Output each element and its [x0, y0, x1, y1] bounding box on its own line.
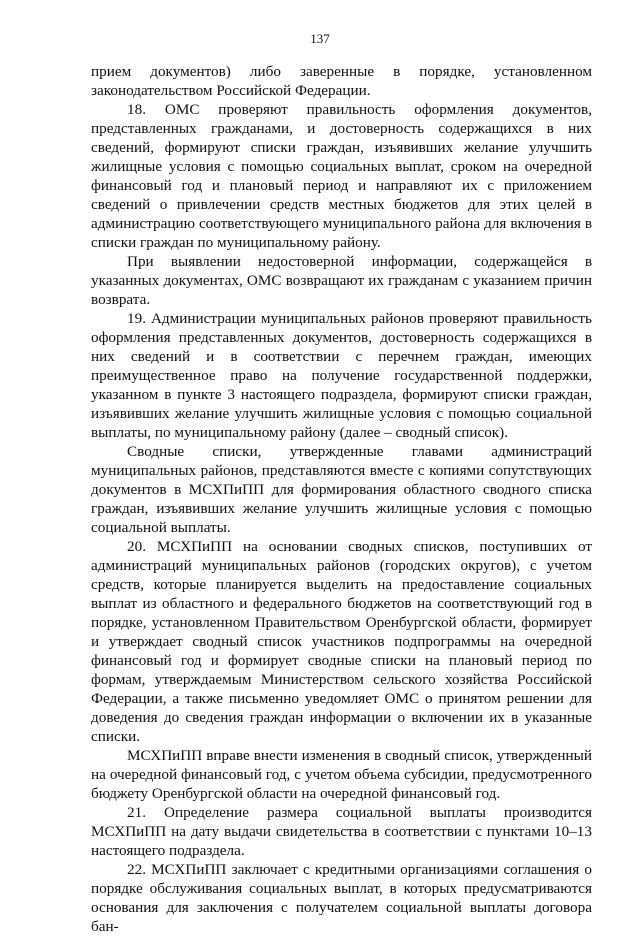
paragraph-invalid-information: При выявлении недостоверной информации, содержащейся в указанных документах, ОМС возвращают их гражданам с указанием причин возврата. — [91, 253, 592, 308]
paragraph-item-18: 18. ОМС проверяют правильность оформления документов, представленных гражданами, и достоверность содержащихся в них сведений, формируют списки граждан, изъявивших желание улучшить жилищные условия с помощью социальных выплат, сроком на очередной финансовый год и плановый период и направляют их с приложением сведений о привлечении средств местных бюджетов для этих целей в администрацию соответствующего муниципального района для включения в списки граждан по муниципальному району. — [91, 101, 592, 251]
page-number: 137 — [310, 31, 330, 46]
paragraph-item-21: 21. Определение размера социальной выплаты производится МСХПиПП на дату выдачи свидетельства в соответствии с пунктами 10–13 настоящего подраздела. — [91, 804, 592, 859]
paragraph-item-20: 20. МСХПиПП на основании сводных списков, поступивших от администраций муниципальных районов (городских округов), с учетом средств, которые планируется выделить на предоставление социальных выплат из областного и федерального бюджетов на соответствующий год в порядке, установленном Правительством Оренбургской области, формирует и утверждает сводный список участников подпрограммы на очередной финансовый год и формирует сводные списки на плановый период по формам, утверждаемым Министерством сельского хозяйства Российской Федерации, а также письменно уведомляет ОМС о принятом решении для доведения до сведения граждан информации о включении их в указанные списки. — [91, 538, 592, 745]
paragraph-list-changes: МСХПиПП вправе внести изменения в сводный список, утвержденный на очередной финансовый год, с учетом объема субсидии, предусмотренного бюджету Оренбургской области на очередной финансовый год. — [91, 747, 592, 802]
paragraph-item-22: 22. МСХПиПП заключает с кредитными организациями соглашения о порядке обслуживания социальных выплат, в которых предусматриваются основания для заключения с получателем социальной выплаты договора бан- — [91, 861, 592, 935]
document-body — [91, 62, 592, 936]
paragraph-consolidated-lists: Сводные списки, утвержденные главами администраций муниципальных районов, представляются вместе с копиями сопутствующих документов в МСХПиПП для формирования областного сводного списка граждан, изъявивших желание улучшить жилищные условия с помощью социальной выплаты. — [91, 443, 592, 536]
paragraph-continuation: прием документов) либо заверенные в порядке, установленном законодательством Российской Федерации. — [91, 63, 592, 99]
paragraph-item-19: 19. Администрации муниципальных районов проверяют правильность оформления представленных документов, достоверность содержащихся в них сведений и в соответствии с перечнем граждан, имеющих преимущественное право на получение государственной поддержки, указанном в пункте 3 настоящего подраздела, формируют списки граждан, изъявивших желание улучшить жилищные условия с помощью социальной выплаты, по муниципальному району (далее – сводный список). — [91, 310, 592, 441]
